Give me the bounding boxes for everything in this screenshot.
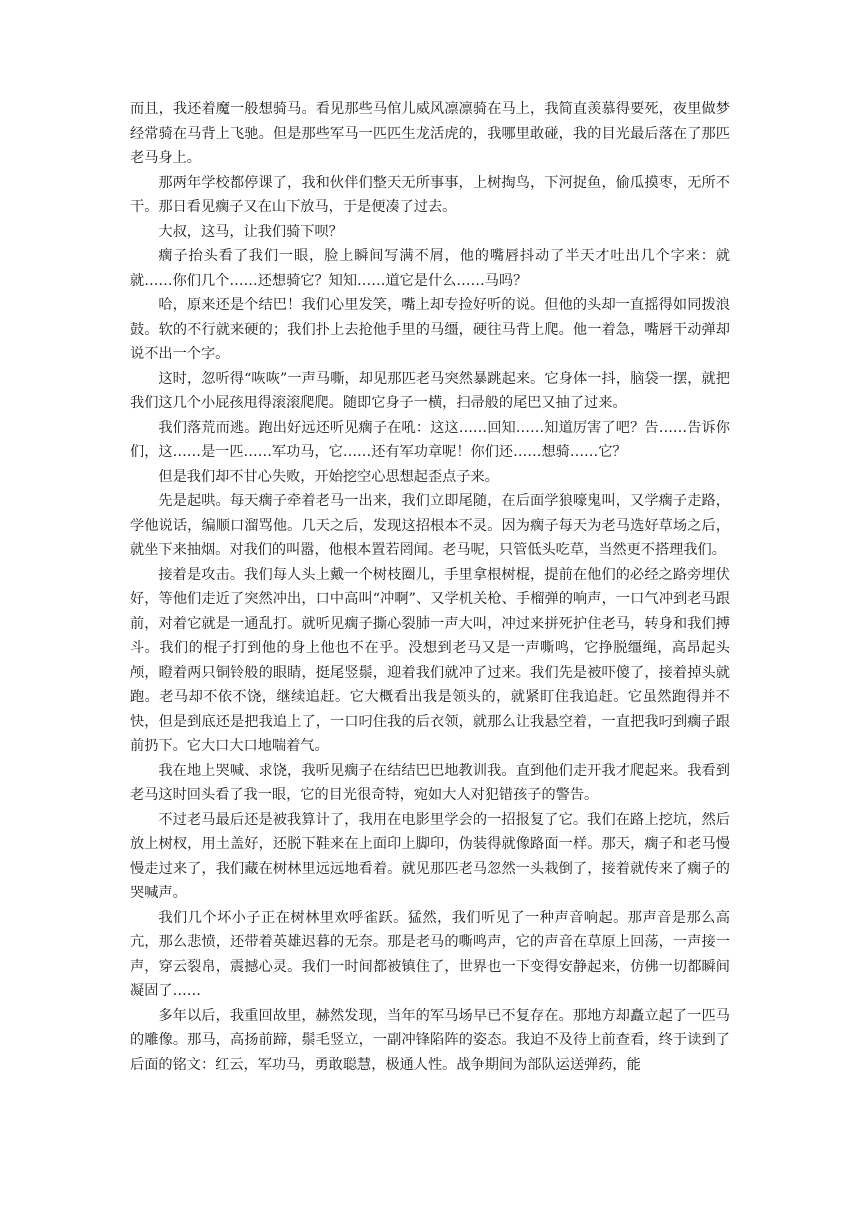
paragraph-13: 我们几个坏小子正在树林里欢呼雀跃。猛然，我们听见了一种声音响起。那声音是那么高亢，那么悲愤，还带着英雄迟暮的无奈。那是老马的嘶鸣声，它的声音在草原上回荡，一声接一声，穿云裂帛，震撼心灵。我们一时间都被镇住了，世界也一下变得安静起来，仿佛一切都瞬间凝固了……	[130, 909, 730, 999]
paragraph-14: 多年以后，我重回故里，赫然发现，当年的军马场早已不复存在。那地方却矗立起了一匹马的雕像。那马，高扬前蹄，鬃毛竖立，一副冲锋陷阵的姿态。我迫不及待上前查看，终于读到了后面的铭文：红云，军功马，勇敢聪慧，极通人性。战争期间为部队运送弹药，能	[130, 1007, 730, 1073]
paragraph-5: 哈，原来还是个结巴！我们心里发笑，嘴上却专捡好听的说。但他的头却一直摇得如同拨浪鼓。软的不行就来硬的；我们扑上去抢他手里的马缰，硬往马背上爬。他一着急，嘴唇干动弹却说不出一个字。	[130, 297, 730, 362]
paragraph-9: 先是起哄。每天瘸子牵着老马一出来，我们立即尾随，在后面学狼嚎鬼叫，又学瘸子走路，学他说话，编顺口溜骂他。几天之后，发现这招根本不灵。因为瘸子每天为老马选好草场之后，就坐下来抽烟。对我们的叫嚣，他根本置若罔闻。老马呢，只管低头吃草，当然更不搭理我们。	[130, 493, 730, 558]
paragraph-8: 但是我们却不甘心失败，开始挖空心思想起歪点子来。	[158, 468, 499, 485]
article-body	[130, 97, 730, 1077]
paragraph-12: 不过老马最后还是被我算计了，我用在电影里学会的一招报复了它。我们在路上挖坑，然后放上树杈，用土盖好，还脱下鞋来在上面印上脚印，伪装得就像路面一样。那天，瘸子和老马慢慢走过来了，我们藏在树林里远远地看着。就见那匹老马忽然一头栽倒了，接着就传来了瘸子的哭喊声。	[130, 811, 730, 901]
paragraph-7: 我们落荒而逃。跑出好远还听见瘸子在吼：这这……回知……知道厉害了吧？告……告诉你们，这……是一匹……军功马，它……还有军功章呢！你们还……想骑……它？	[130, 419, 730, 460]
paragraph-10: 接着是攻击。我们每人头上戴一个树枝圈儿，手里拿根树棍，提前在他们的必经之路旁埋伏好，等他们走近了突然冲出，口中高叫“冲啊”、又学机关枪、手榴弹的响声，一口气冲到老马跟前，对着它就是一通乱打。就听见瘸子撕心裂肺一声大叫，冲过来拼死护住老马，转身和我们搏斗。我们的棍子打到他的身上他也不在乎。没想到老马又是一声嘶鸣，它挣脱缰绳，高昂起头颅，瞪着两只铜铃般的眼睛，挺尾竖鬃，迎着我们就冲了过来。我们先是被吓傻了，接着掉头就跑。老马却不依不饶，继续追赶。它大概看出我是领头的，就紧盯住我追赶。它虽然跑得并不快，但是到底还是把我追上了，一口叼住我的后衣领，就那么让我悬空着，一直把我叼到瘸子跟前扔下。它大口大口地喘着气。	[130, 566, 730, 754]
paragraph-2: 那两年学校都停课了，我和伙伴们整天无所事事，上树掏鸟，下河捉鱼，偷瓜摸枣，无所不干。那日看见瘸子又在山下放马，于是便凑了过去。	[130, 174, 730, 215]
paragraph-3: 大叔，这马，让我们骑下呗？	[158, 223, 343, 240]
paragraph-6: 这时，忽听得“咴咴”一声马嘶，却见那匹老马突然暴跳起来。它身体一抖，脑袋一摆，就把我们这几个小屁孩甩得滚滚爬爬。随即它身子一横，扫帚般的尾巴又抽了过来。	[130, 370, 730, 411]
paragraph-11: 我在地上哭喊、求饶，我听见瘸子在结结巴巴地教训我。直到他们走开我才爬起来。我看到老马这时回头看了我一眼，它的目光很奇特，宛如大人对犯错孩子的警告。	[130, 762, 730, 803]
paragraph-1: 而且，我还着魔一般想骑马。看见那些马倌儿威风凛凛骑在马上，我简直羡慕得要死，夜里做梦经常骑在马背上飞驰。但是那些军马一匹匹生龙活虎的，我哪里敢碰，我的目光最后落在了那匹老马身上。	[130, 101, 730, 166]
paragraph-4: 瘸子抬头看了我们一眼，脸上瞬间写满不屑，他的嘴唇抖动了半天才吐出几个字来：就就……你们几个……还想骑它？知知……道它是什么……马吗？	[130, 248, 730, 289]
